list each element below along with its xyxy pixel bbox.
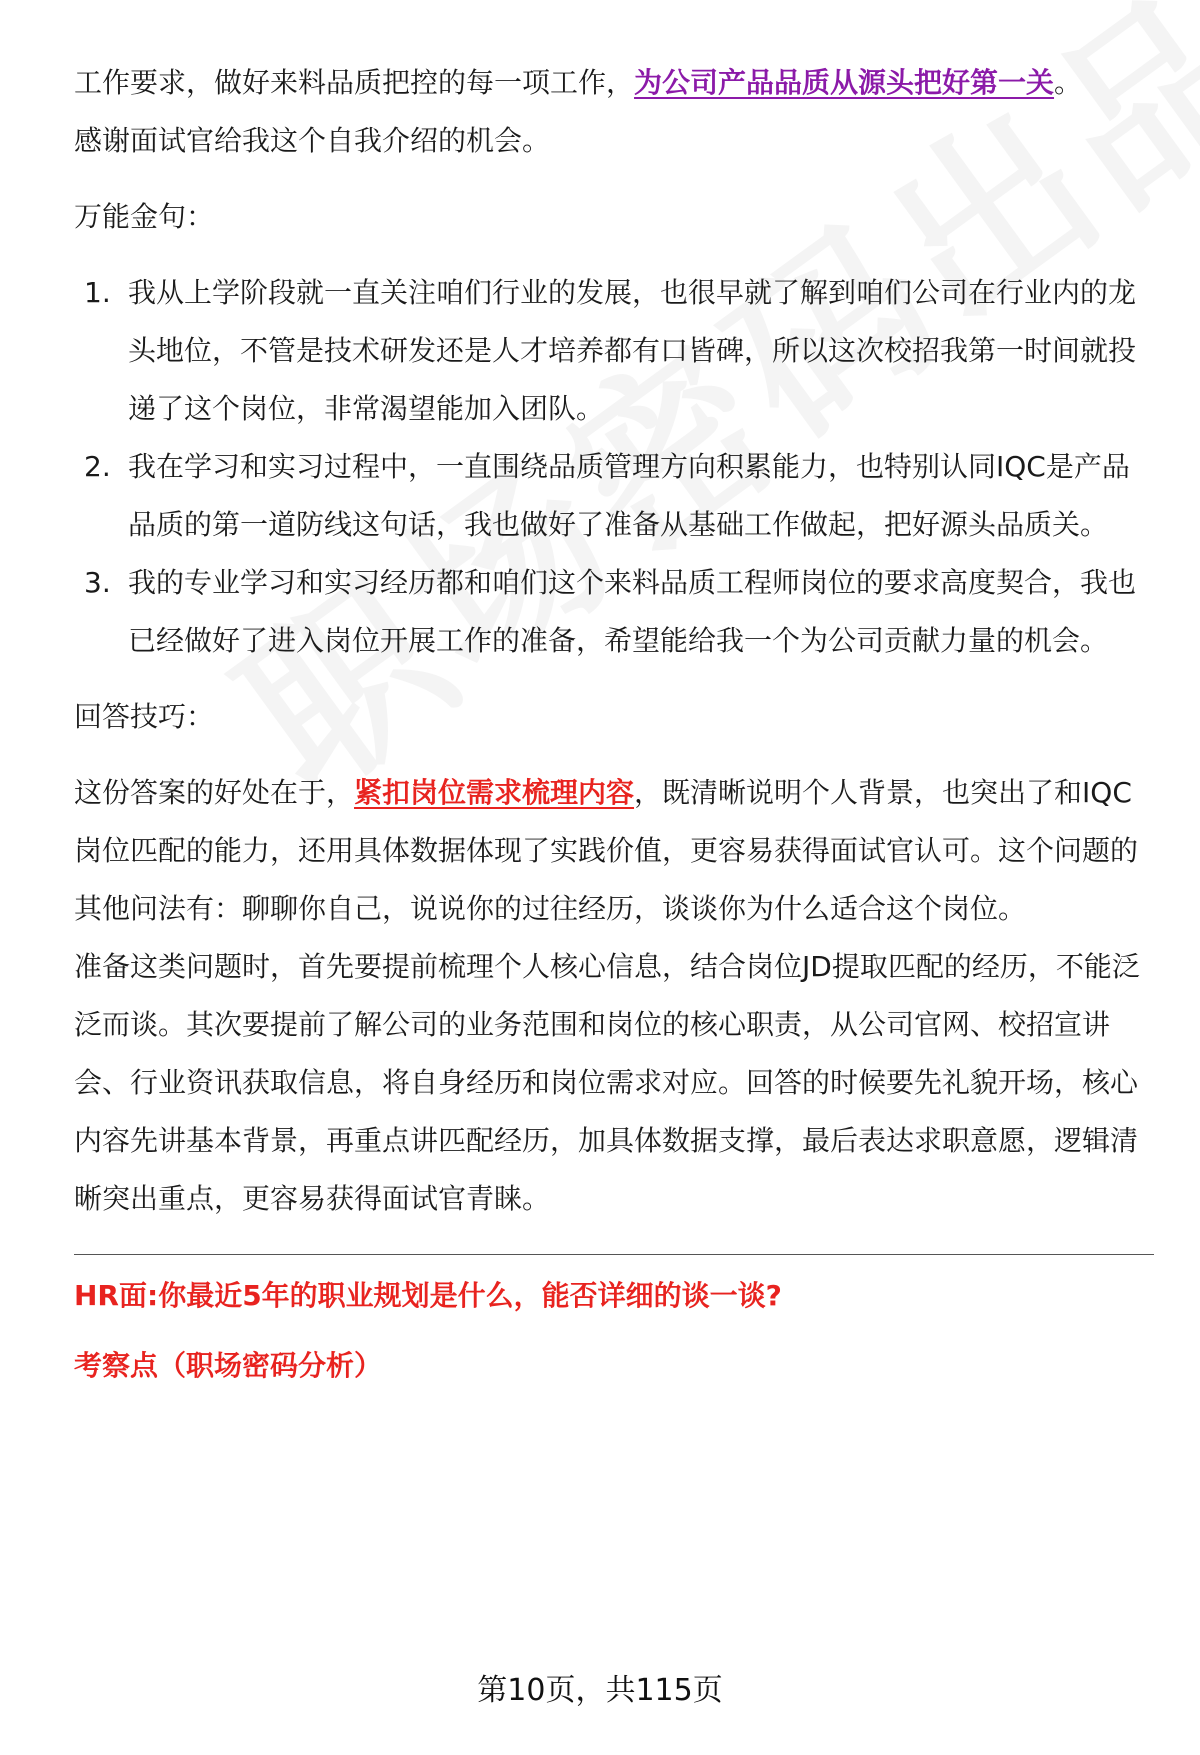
list-text: 我从上学阶段就一直关注咱们行业的发展，也很早就了解到咱们公司在行业内的龙头地位，不管是技术研发还是人才培养都有口皆碑，所以这次校招我第一时间就投递了这个岗位，非常渴望能加入团队。 xyxy=(128,276,1137,425)
intro-line-1 xyxy=(74,54,1154,112)
hr-question: HR面:你最近5年的职业规划是什么，能否详细的谈一谈? xyxy=(74,1279,782,1312)
tips-highlight: 紧扣岗位需求梳理内容 xyxy=(354,776,635,809)
section-divider xyxy=(74,1254,1154,1255)
tips-paragraph-1 xyxy=(74,764,1154,938)
list-text: 我的专业学习和实习经历都和咱们这个来料品质工程师岗位的要求高度契合，我也已经做好了进入岗位开展工作的准备，希望能给我一个为公司贡献力量的机会。 xyxy=(128,566,1137,657)
tips-text-rest: ，既清晰说明个人背景，也突出了和IQC岗位匹配的能力，还用具体数据体现了实践价值，更容易获得面试官认可。这个问题的其他问法有：聊聊你自己，说说你的过往经历，谈谈你为什么适合这个岗位。 xyxy=(74,776,1139,925)
list-text: 我在学习和实习过程中，一直围绕品质管理方向积累能力，也特别认同IQC是产品品质的第一道防线这句话，我也做好了准备从基础工作做起，把好源头品质关。 xyxy=(128,450,1130,541)
list-number: 2. xyxy=(84,450,111,483)
tips-paragraph-2: 准备这类问题时，首先要提前梳理个人核心信息，结合岗位JD提取匹配的经历，不能泛泛而谈。其次要提前了解公司的业务范围和岗位的核心职责，从公司官网、校招宣讲会、行业资讯获取信息，将自身经历和岗位需求对应。回答的时候要先礼貌开场，核心内容先讲基本背景，再重点讲匹配经历，加具体数据支撑，最后表达求职意愿，逻辑清晰突出重点，更容易获得面试官青睐。 xyxy=(74,950,1140,1215)
intro-highlight: 为公司产品品质从源头把好第一关 xyxy=(634,66,1055,99)
golden-list xyxy=(74,264,1154,670)
analysis-heading: 考察点（职场密码分析） xyxy=(74,1349,383,1382)
intro-line-2: 感谢面试官给我这个自我介绍的机会。 xyxy=(74,124,551,157)
list-item xyxy=(74,438,1154,554)
list-item xyxy=(74,554,1154,670)
tips-heading: 回答技巧： xyxy=(74,700,215,733)
golden-heading: 万能金句： xyxy=(74,200,215,233)
intro-text: 工作要求，做好来料品质把控的每一项工作， xyxy=(74,66,635,99)
page-number: 第10页，共115页 xyxy=(477,1673,723,1708)
page-content xyxy=(74,54,1154,1395)
intro-punct: 。 xyxy=(1054,66,1083,99)
tips-text: 这份答案的好处在于， xyxy=(74,776,355,809)
list-number: 3. xyxy=(84,566,111,599)
list-item xyxy=(74,264,1154,438)
list-number: 1. xyxy=(84,276,111,309)
